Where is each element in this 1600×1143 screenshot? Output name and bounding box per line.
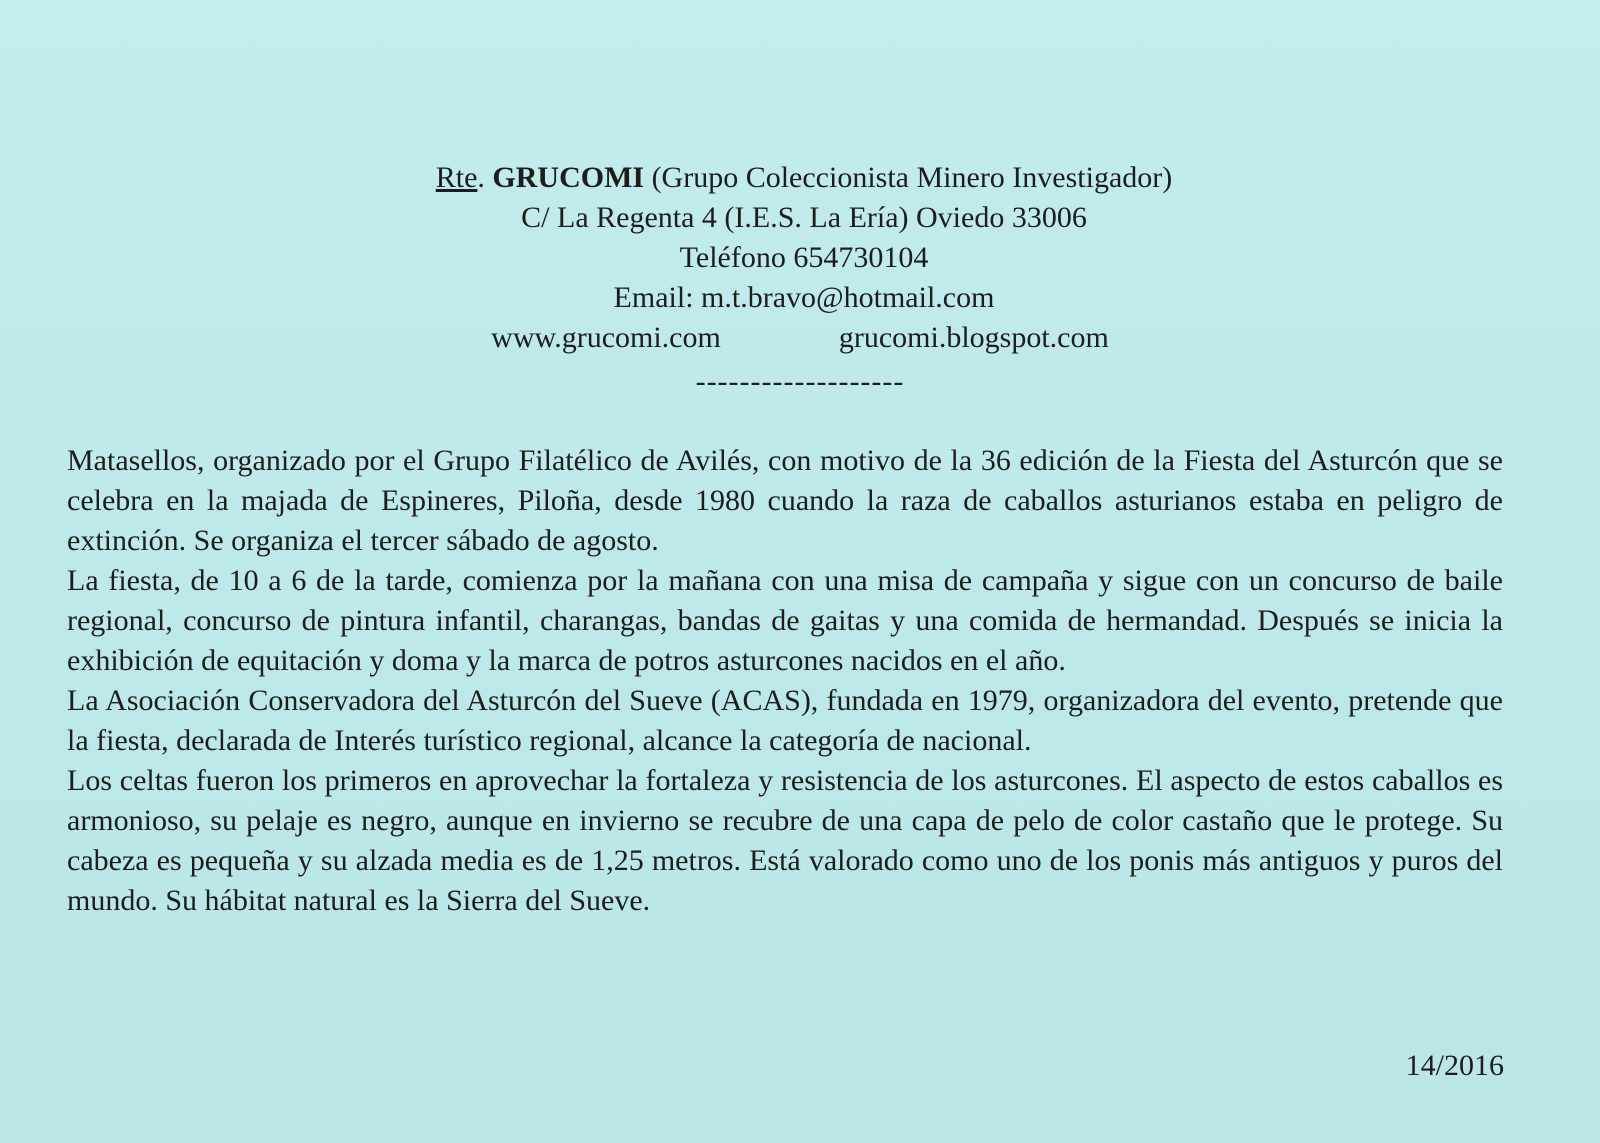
sender-header [0,158,1600,402]
rte-dot: . [477,161,493,194]
web-row [0,318,1600,358]
org-name: GRUCOMI [492,161,645,194]
body-text [67,441,1503,921]
paragraph: La fiesta, de 10 a 6 de la tarde, comienza por la mañana con una misa de campaña y sigue con un concurso de baile regional, concurso de pintura infantil, charangas, bandas de gaitas y una comida de hermandad. Después se inicia la exhibición de equitación y doma y la marca de potros asturcones nacidos en el año. [67,564,1503,677]
phone-line: Teléfono 654730104 [679,241,929,274]
separator: ------------------- [695,365,905,398]
sender-line [0,158,1600,198]
rte-label: Rte [435,161,478,194]
paragraph: Los celtas fueron los primeros en aprovechar la fortaleza y resistencia de los asturcones. El aspecto de estos caballos es armonioso, su pelaje es negro, aunque en invierno se recubre de una capa de pelo de color castaño que le protege. Su cabeza es pequeña y su alzada media es de 1,25 metros. Está valorado como uno de los ponis más antiguos y puros del mundo. Su hábitat natural es la Sierra del Sueve. [67,764,1503,917]
website-link: www.grucomi.com [491,321,721,354]
reference-number: 14/2016 [1405,1049,1504,1082]
blog-link: grucomi.blogspot.com [838,321,1109,354]
email-line: Email: m.t.bravo@hotmail.com [613,281,995,314]
address-line: C/ La Regenta 4 (I.E.S. La Ería) Oviedo 33006 [521,201,1087,234]
paragraph: Matasellos, organizado por el Grupo Filatélico de Avilés, con motivo de la 36 edición de la Fiesta del Asturcón que se celebra en la majada de Espineres, Piloña, desde 1980 cuando la raza de caballos asturianos estaba en peligro de extinción. Se organiza el tercer sábado de agosto. [67,444,1503,557]
paragraph: La Asociación Conservadora del Asturcón del Sueve (ACAS), fundada en 1979, organizadora del evento, pretende que la fiesta, declarada de Interés turístico regional, alcance la categoría de nacional. [67,684,1503,757]
org-full-name: (Grupo Coleccionista Minero Investigador) [644,161,1173,194]
